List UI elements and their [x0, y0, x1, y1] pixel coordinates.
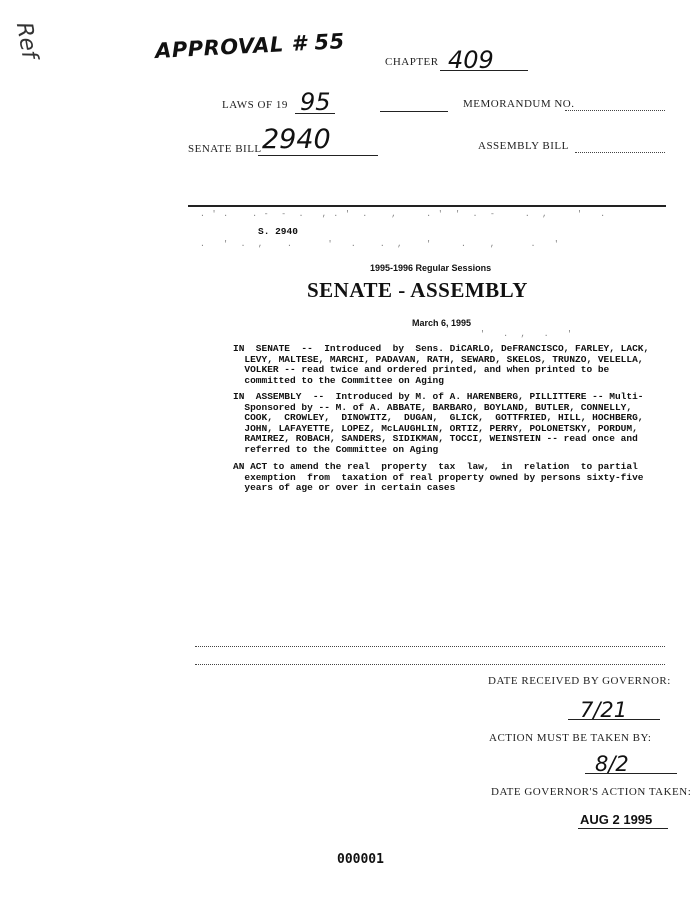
memo-label: MEMORANDUM NO. — [463, 98, 575, 110]
footer-rule-1 — [195, 646, 665, 647]
scan-noise-1: . ' . . - - . , . ' . , . ' ' . - . , ' . — [200, 210, 607, 219]
laws-value: 95 — [300, 88, 331, 116]
date-received-underline — [568, 719, 660, 720]
blank-underline — [380, 111, 448, 112]
senate-bill-underline — [258, 155, 378, 156]
top-rule — [188, 205, 666, 207]
assembly-bill-underline — [575, 152, 665, 153]
scan-noise-2: . ' . , . ' . . , ' . , . ' — [200, 240, 560, 249]
date-action-underline — [578, 828, 668, 829]
assembly-bill-label: ASSEMBLY BILL — [478, 140, 569, 152]
senate-bill-label: SENATE BILL — [188, 143, 262, 155]
memo-underline — [565, 110, 665, 111]
footer-rule-2 — [195, 664, 665, 665]
senate-bill-value: 2940 — [262, 124, 331, 155]
bill-number: S. 2940 — [258, 226, 298, 237]
date-received-label: DATE RECEIVED BY GOVERNOR: — [488, 675, 671, 687]
action-underline — [585, 773, 677, 774]
house-heading: SENATE - ASSEMBLY — [307, 278, 528, 302]
assembly-introduction: IN ASSEMBLY -- Introduced by M. of A. HARENBERG, PILLITTERE -- Multi- Sponsored by -- M. of A. ABBATE, BARBARO, BOYLAND, BUTLER, CONNELLY, COOK, CROWLEY, DINOWITZ, DUGAN, GLICK, GOTTFRIED, HILL, HOCHBERG, JOHN, LAFAYETTE, LOPEZ, McLAUGHLIN, ORTIZ, PERRY, POLONETSKY, PORDUM, RAMIREZ, ROBACH, SANDERS, SIDIKMAN, TOCCI, WEINSTEIN -- read once and referred to the Committee on Aging — [233, 391, 644, 455]
date-action-label: DATE GOVERNOR'S ACTION TAKEN: — [491, 786, 692, 798]
date-received-value: 7/21 — [580, 698, 628, 722]
date-action-value: AUG 2 1995 — [580, 812, 653, 827]
chapter-value: 409 — [448, 46, 494, 74]
action-value: 8/2 — [595, 752, 629, 776]
session: 1995-1996 Regular Sessions — [370, 263, 492, 273]
laws-label: LAWS OF 19 — [222, 99, 288, 111]
action-label: ACTION MUST BE TAKEN BY: — [489, 732, 652, 744]
page-number: 000001 — [337, 852, 384, 867]
act-title: AN ACT to amend the real property tax law, in relation to partial exemption from taxation of real property owned by persons sixty-five years of age or over in certain cases — [233, 461, 644, 493]
margin-mark: Ref — [10, 20, 42, 61]
chapter-label: CHAPTER — [385, 56, 439, 68]
senate-introduction: IN SENATE -- Introduced by Sens. DiCARLO, DeFRANCISCO, FARLEY, LACK, LEVY, MALTESE, MARCHI, PADAVAN, RATH, SEWARD, SKELOS, TRUNZO, VELELLA, VOLKER -- read twice and ordered printed, and when printed to be committed to the Committee on Aging — [233, 343, 650, 386]
scan-noise-3: ' . , . ' — [480, 330, 573, 339]
approval-number: APPROVAL # 55 — [154, 29, 346, 63]
bill-date: March 6, 1995 — [412, 318, 472, 328]
